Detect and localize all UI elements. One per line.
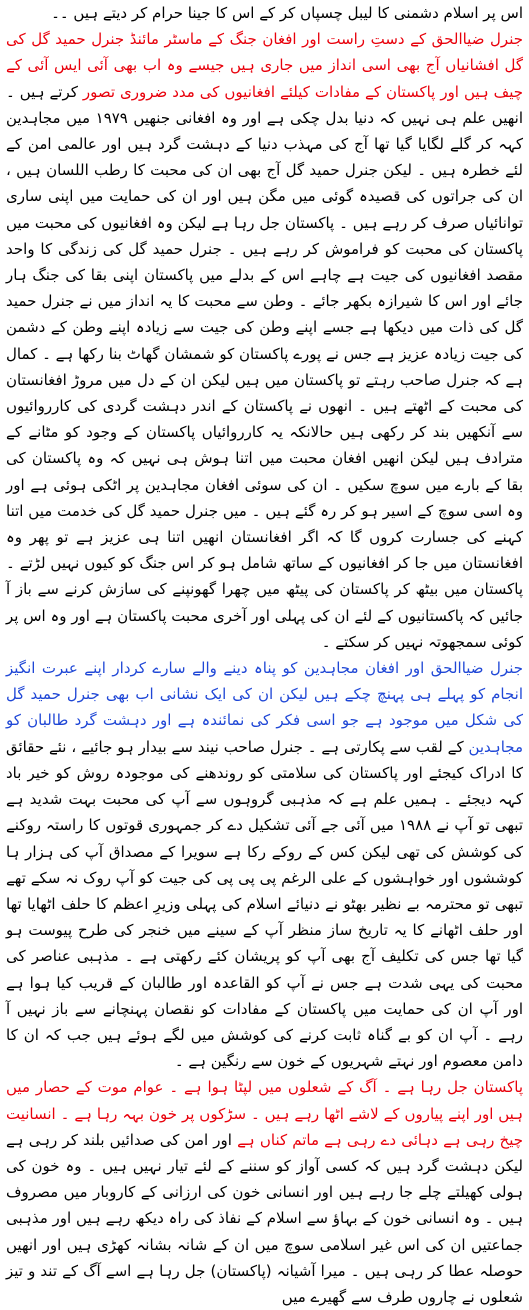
paragraph-2-body: کرتے ہیں ۔ انھیں علم ہی نہیں کہ دنیا بدل چکی ہے اور وہ افغانی جنھیں ۱۹۷۹ میں مجاہدین کہہ کر گلے لگایا گیا تھا آج کی مہذب دنیا کے دہشت گرد ہیں اور عالمی امن کے لئے خطرہ ہیں ۔ لیکن جنرل حمید گل آج بھی ان کی محبت کا رطب اللسان ہیں ، ان کی جراتوں کی قصیدہ گوئی میں مگن ہیں اور ان کی حمایت میں اپنی ساری توانائیاں صرف کر رہے ہیں ۔ پاکستان جل رہا ہے لیکن وہ افغانیوں کی محبت میں پاکستان کی محبت کو فراموش کر رہے ہیں ۔ جنرل حمید گل کی زندگی کا واحد مقصد افغانیوں کی جیت ہے چاہے اس کے بدلے میں پاکستان اپنی بقا کی جنگ ہار جائے اور اس کا شیرازہ بکھر جائے ۔ وطن سے محبت کا یہ انداز میں نے جنرل حمید گل کی ذات میں دیکھا ہے جسے اپنے وطن کی جیت سے زیادہ اپنے وطن کے دشمن کی جیت زیادہ عزیز ہے جس نے پورے پاکستان کو شمشان گھاٹ بنا رکھا ہے ۔ کمال ہے کہ جنرل صاحب رہتے تو پاکستان میں ہیں لیکن ان کے دل میں مروڑ افغانستان کی محبت کے اٹھتے ہیں ۔ انھوں نے پاکستان کے اندر دہشت گردی کی کارروائیوں سے آنکھیں بند کر رکھی ہیں حالانکہ یہ کارروائیاں پاکستان کے وجود کو مٹانے کے مترادف ہیں لیکن انھیں افغان محبت میں اتنا ہوش ہی نہیں کہ وہ پاکستان کی بقا کے بارے میں سوچ سکیں ۔ ان کی سوئی افغان مجاہدین پر اٹکی ہوئی ہے اور وہ اسی سوچ کے اسیر ہو کر رہ گئے ہیں ۔ میں جنرل حمید گل کی خدمت میں اتنا کہنے کی جسارت کروں گا کہ اگر افغانستان انھیں اتنا ہی عزیز ہے تو پھر وہ افغانستان میں جا کر افغانیوں کے ساتھ شامل ہو کر اس جنگ کو کیوں نہیں لڑتے ۔ پاکستان میں بیٹھ کر پاکستان کی پیٹھ میں چھرا گھونپنے کی سازش کرنے سے باز آ جائیں کہ پاکستانیوں کے لئے ان کی پہلی اور آخری محبت پاکستان ہے اور وہ اس پر کوئی سمجھوتہ نہیں کر سکتے ۔ [6,82,524,651]
paragraph-3-body: کے لقب سے پکارتی ہے ۔ جنرل صاحب نیند سے بیدار ہو جائیے ، نئے حقائق کا ادراک کیجئے اور پاکستان کی سلامتی کو روندھنے کی موجودہ روش کو خیر باد کہہ دیجئے ۔ ہمیں علم ہے کہ مذہبی گروہوں سے آپ کی محبت بہت شدید ہے تبھی تو آپ نے ۱۹۸۸ میں آئی جے آئی تشکیل دے کر جمہوری قوتوں کا راستہ روکنے کی کوشش کی تھی لیکن کس کے روکے رکا ہے سویرا کے مصداق آپ کی ہزار ہا کوششوں اور خواہشوں کے علی الرغم پی پی پی کی جیت کو آپ روک نہ سکے تھے تبھی تو محترمہ بے نظیر بھٹو نے دنیائے اسلام کی پہلی وزیرِ اعظم کا حلف اٹھایا تھا اور حلف اٹھانے کا یہ تاریخ ساز منظر آپ کے سینے میں خنجر کی طرح پیوست ہو گیا تھا جس کی تکلیف آج بھی آپ کو پریشان کئے رکھتی ہے ۔ مذہبی عناصر کی محبت کی یہی شدت ہے جس نے آپ کو القاعدہ اور طالبان کے قریب کیا ہوا ہے اور آپ ان کی حمایت میں پاکستان کے مفادات کو نقصان پہنچانے سے باز نہیں آ رہے ۔ آپ ان کو بے گناہ ثابت کرنے کی کوشش میں لگے ہوئے ہیں جب کہ ان کا دامن معصوم اور نہتے شہریوں کے خون سے رنگین ہے ۔ [6,737,523,1071]
paragraph-4 [6,1074,523,1310]
paragraph-1 [6,0,523,26]
paragraph-4-body: اور امن کی صدائیں بلند کر رہی ہے لیکن دہشت گرد ہیں کہ کسی آواز کو سننے کے لئے تیار نہیں ہیں ۔ وہ خون کی ہولی کھیلتے چلے جا رہے ہیں اور انسانی خون کی ارزانی کے کاروبار میں مصروف ہیں ۔ وہ انسانی خون کے بہاؤ سے اسلام کے نفاذ کی راہ دیکھ رہے ہیں اور مذہبی جماعتیں ان کی اس غیر اسلامی سوچ میں ان کے شانہ بشانہ کھڑی ہیں اور انھیں حوصلہ عطا کر رہی ہیں ۔ میرا آشیانہ (پاکستان) جل رہا ہے اسے آگ کے تند و تیز شعلوں نے چاروں طرف سے گھیرے میں [6,1130,523,1306]
paragraph-1-text: اس پر اسلام دشمنی کا لیبل چسپاں کر کے اس کا جینا حرام کر دیتے ہیں ۔۔ [51,4,523,22]
paragraph-3-highlight-blue: جنرل ضیاالحق اور افغان مجاہدین کو پناہ دینے والے سارے کردار اپنے عبرت انگیز انجام کو پہلے ہی پہنچ چکے ہیں لیکن ان کی ایک نشانی اب بھی جنرل حمید گل کی شکل میں موجود ہے جو اسی فکر کی نمائندہ ہے اور دہشت گرد طالبان کو مجاہدین [6,659,523,756]
paragraph-3 [6,655,523,1074]
paragraph-2 [6,26,523,655]
paragraph-2-highlight-red: جنرل ضیاالحق کے دستِ راست اور افغان جنگ کے ماسٹر مائنڈ جنرل حمید گل کی گل افشانیاں آج بھی اسی انداز میں جاری ہیں جیسے وہ اب بھی آئی ایس آئی کے چیف ہیں اور پاکستان کے مفادات کیلئے افغانیوں کی مدد ضروری تصور [6,30,523,101]
paragraph-4-highlight-red: پاکستان جل رہا ہے ۔ آگ کے شعلوں میں لپٹا ہوا ہے ۔ عوام موت کے حصار میں ہیں اور اپنے پیاروں کے لاشے اٹھا رہے ہیں ۔ سڑکوں پر خون بہہ رہا ہے ۔ انسانیت چیخ رہی ہے دہائی دے رہی ہے ماتم کناں ہے [6,1078,523,1149]
